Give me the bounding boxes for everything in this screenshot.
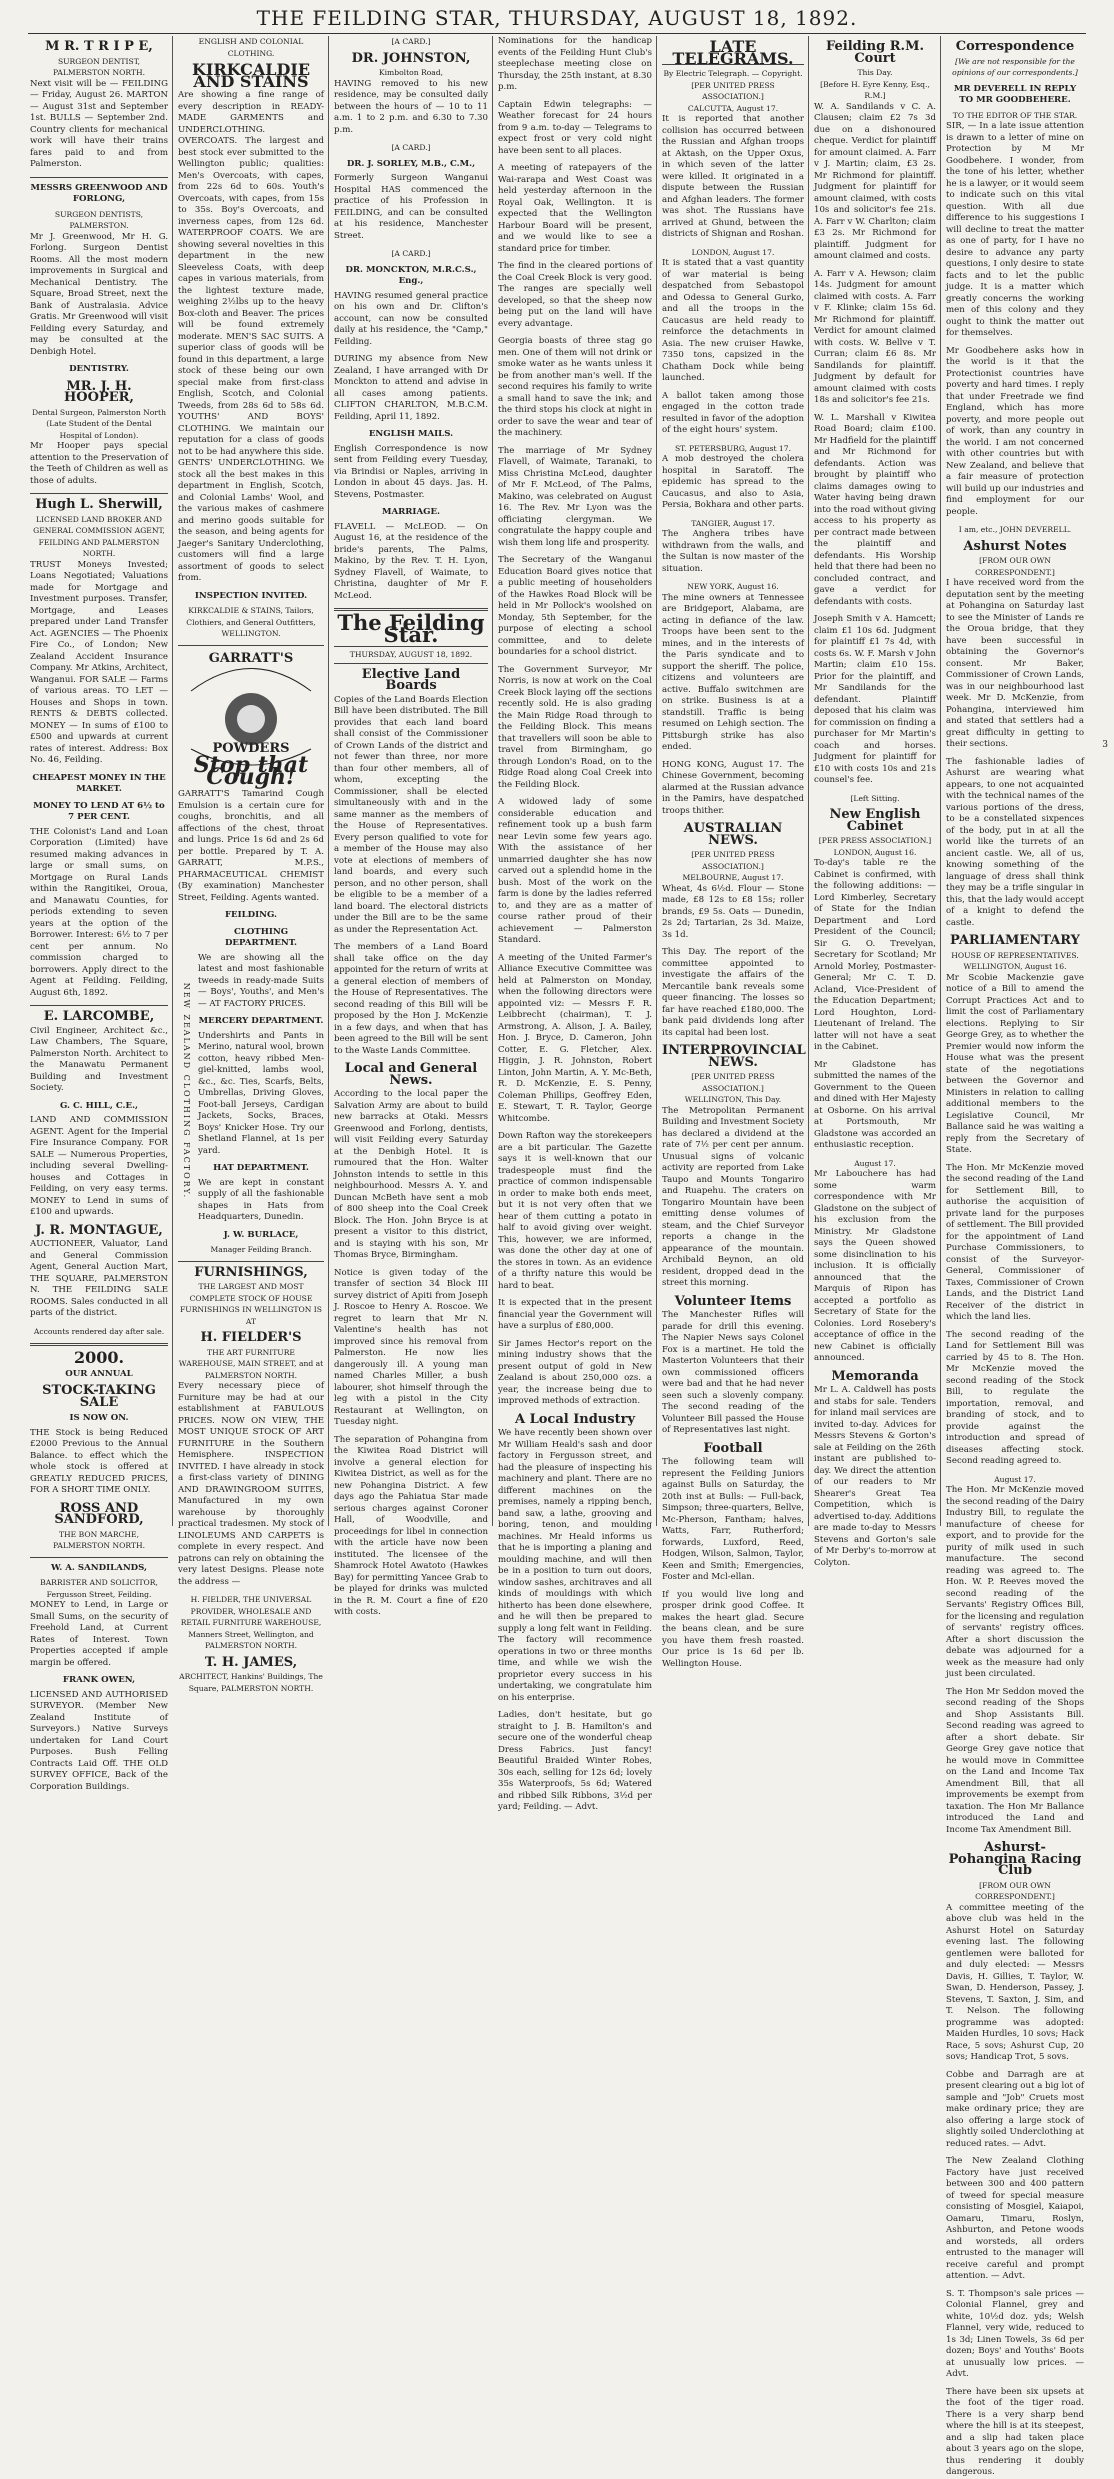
sherwill-body: TRUST Moneys Invested; Loans Negotiated; Valuations made for Mortgage and Investment purposes. Transfer, Mortgage, and Leases prepared under Land Transfer Act. AGENCIES — The Phoenix Fire Co., of London; New Zealand Accident Insurance Company. Mr Atkins, Architect, Wanganui. FOR SALE — Farms of various areas. TO LET — Houses and Shops in town. RENTS & DEBTS collected. MONEY — In sums of £100 to £500 and upwards at current rates of interest. Address: Box No. 46, Feilding.: [30, 559, 168, 765]
fielder-subheading: THE ART FURNITURE WAREHOUSE, MAIN STREET, and at PALMERSTON NORTH.: [178, 1347, 324, 1380]
cabinet-body-2: Mr Gladstone has submitted the names of the Government to the Queen and dined with Her Majesty at Osborne. On his arrival at Portsmouth, Mr Gladstone was accorded an enthusiastic reception.: [814, 1059, 936, 1150]
column-4: [498, 36, 652, 1812]
local-body-3: The separation of Pohangina from the Kiwitea Road District will involve a general election for Kiwitea District, as well as for the new Pohangina District. A few days ago the Pahiatua Star made serious charges against Coroner Hall, of Woodville, and proceedings for libel in connection with the article have now been instituted. The licensee of the Shamrock Hotel Awatoto (Hawkes Bay) for permitting Yancee Grab to be played for drinks was mulcted in the R. M. Court a fine of £20 with costs.: [334, 1434, 488, 1617]
left-sitting: [Left Sitting.: [850, 793, 900, 803]
local-news-heading: Local and General News.: [344, 1061, 478, 1088]
thompson-para: S. T. Thompson's sale prices — Colonial Flannel, grey and white, 10½d doz. yds; Welsh Flannel, very wide, reduced to 1s 3d; Linen Towels, 3s 6d per dozen; Boys' and Youths' Boots at unusually low prices. — Advt.: [946, 2288, 1084, 2379]
correspondence-signature: I am, etc., JOHN DEVERELL.: [958, 525, 1072, 534]
correspondence-body: SIR, — In a late issue attention is drawn to a letter of mine on Protection by M Mr Goodbehere. I wonder, from the tone of his letter, whether he is a lawyer, or it would seem to indicate such on this vital question. With all due difference to his suggestions I will decline to treat the matter as one of party, for I have no desire to advance any party questions, I only desire to state facts and to let the public judge. It is a matter which greatly concerns the working men of this colony and they ought to think the matter out for themselves.: [946, 121, 1084, 338]
newyork-dateline: NEW YORK, August 16.: [687, 582, 779, 591]
correspondence-note: [We are not responsible for the opinions of our correspondents.]: [952, 56, 1078, 77]
nameplate: The Feilding Star.: [337, 610, 485, 647]
fielder-footer: H. FIELDER, THE UNIVERSAL PROVIDER, WHOLESALE AND RETAIL FURNITURE WAREHOUSE, Manners Street, Wellington, and PALMERSTON NORTH.: [180, 1595, 322, 1650]
interprovincial-heading: INTERPROVINCIAL NEWS.: [662, 1043, 806, 1070]
calcutta-dateline: CALCUTTA, August 17.: [687, 103, 779, 113]
furnishings-heading: FURNISHINGS,: [194, 1264, 308, 1280]
montague-heading: J. R. MONTAGUE,: [35, 1222, 163, 1238]
court-before: [Before H. Eyre Kenny, Esq., R.M.]: [820, 79, 930, 100]
now-on-heading: IS NOW ON.: [69, 1413, 129, 1423]
court-body-3: W. L. Marshall v Kiwitea Road Board; claim £100. Mr Hadfield for the plaintiff and Mr Richmond for defendants. Action was brought by plaintiff who claims damages owing to Water having being drawn into the road without giving access to his property as per contract made between the plaintiff and defendants. His Worship held that there had been no concluded contract, and gave a verdict for defendants with costs.: [814, 412, 936, 607]
parliamentary-subheading: HOUSE OF REPRESENTATIVES.: [951, 950, 1079, 960]
elective-body-2: The members of a Land Board shall take office on the day appointed for the return of writs at a general election of members of the House of Representatives. The second reading of this Bill will be proposed by the Hon J. McKenzie in a few days, and when that has been agreed to the Bill will be sent to the Waste Lands Committee.: [334, 942, 488, 1056]
sandilands-body: MONEY to Lend, in Large or Small Sums, on the security of Freehold Land, at Current Rates of Interest. Town Properties accepted if ample margin be offered.: [30, 1600, 168, 1668]
melbourne-dateline: MELBOURNE, August 17.: [682, 873, 784, 882]
stock-body: THE Stock is being Reduced £2000 Previous to the Annual Balance. to effect which the whole stock is offered at GREATLY REDUCED PRICES, FOR A SHORT TIME ONLY.: [30, 1427, 168, 1495]
labouchere-body: Mr Labouchere has had some warm correspondence with Mr Gladstone on the subject of his exclusion from the Ministry. Mr Gladstone says the Queen showed some disinclination to his inclusion. It is officially announced that the Marquis of Ripon has accepted a portfolio as Secretary of State for the Colonies. Lord Rosebery's acceptance of office in the new Cabinet is officially announced.: [814, 1169, 936, 1363]
volunteer-body: The Manchester Rifles will parade for drill this evening. The Napier News says Colonel Fox is a martinet. He told the Masterton Volunteers that their own commissioned officers were bad and that he had never seen such a slovenly company. The second reading of the Volunteer Bill passed the House of Representatives last night.: [662, 1310, 804, 1435]
marriage-body: FLAVELL — McLEOD. — On August 16, at the residence of the bride's parents, The Palms, Makino, by the Rev. T. H. Lyon, Sydney Flavell, of Waimate, to Christina, daughter of Mr F. McLeod.: [334, 521, 488, 601]
woollen-para: The New Zealand Clothing Factory have just received between 300 and 400 pattern of tweed for special measure consisting of Mosgiel, Kaiapoi, Oamaru, Timaru, Roslyn, Ashburton, and Petone woods and worsteds, all orders entrusted to the manager will receive careful and prompt attention. — Advt.: [946, 2156, 1084, 2281]
column-6: [814, 36, 936, 1568]
wellington-body: The Metropolitan Permanent Building and Investment Society has declared a dividend at the rate of 7½ per cent per annum. Unusual signs of volcanic activity are reported from Lake Taupo and Mounts Tongariro and Ruapehu. The craters on Tongariro Mountain have been emitting dense volumes of steam, and the Chief Surveyor reports a change in the appearance of the mountain. Archibald Beynon, an old resident, dropped dead in the street this morning.: [662, 1105, 804, 1288]
coffee-para: If you would live long and prosper drink good Coffee. It makes the heart glad. Secure the beans clean, and be sure you have them fresh roasted. Our price is 1s 6d per lb. Wellington House.: [662, 1589, 804, 1669]
clothing-dept-body: We are showing all the latest and most fashionable tweeds in ready-made Suits — Boys', Youths', and Men's — AT FACTORY PRICES.: [198, 952, 324, 1009]
hat-dept-heading: HAT DEPARTMENT.: [213, 1163, 309, 1173]
court-heading: Feilding R.M. Court: [825, 39, 924, 66]
burlace-heading: J. W. BURLACE,: [223, 1229, 299, 1240]
memoranda-body: Mr L. A. Caldwell has posts and stabs for sale. Tenders for inland mail services are invited to-day. Advices for Messrs Stevens & Gorton's sale at Feilding on the 26th instant are published to-day. We direct the attention of our readers to Mr Shearer's Great Tea Competition, which is advertised to-day. Additions are made to-day to Messrs Stevens and Gorton's sale of Mr Derby's to-morrow at Colyton.: [814, 1385, 936, 1568]
cabinet-dateline: LONDON, August 16.: [833, 847, 917, 857]
johnston-subheading: Kimbolton Road,: [378, 68, 444, 77]
greenwood-heading: MESSRS GREENWOOD AND FORLONG,: [30, 182, 168, 204]
ashurst-body: I have received word from the deputation sent by the meeting at Pohangina on Saturday last to see the Minister of Lands re the Oroua bridge, that they have been successful in obtaining the Governor's consent. Mr Baker, Commissioner of Crown Lands, was in our neighbourhood last week. Mr D. McKenzie, from Pohangina, interviewed him and stated that settlers had a great difficulty in getting to their sections.: [946, 578, 1084, 749]
manawatu-para: The Government Surveyor, Mr Norris, is now at work on the Coal Creek Block laying off the sections recently sold. He is also grading the Main Ridge Road through to the Feilding Block. This means that travellers will soon be able to travel from Birmingham, go through London's Road, on to the Ridge Road along Coal Creek into the Feilding Block.: [498, 664, 652, 790]
london-dateline: LONDON, August 17.: [691, 247, 775, 257]
alliance-para: A meeting of the United Farmer's Alliance Executive Committee was held at Palmerston on Monday, when the following directors were appointed viz: — Messrs F. R. Leibbrecht (chairman), T. J. Armstrong, A. Alison, J. A. Bailey, Hon. J. Bryce, D. Cameron, John Cotter, E. G. Fletcher, Alex. Higgin, J. R. Johnston, Robert Linton, John Martin, A. Y. Mc-Beth, R. D. McKenzie, E. S. Penny, Coleman Phillips, Geoffrey Eden, E. Stewart, T. R. Taylor, George Whitcombe.: [498, 952, 652, 1124]
garratt-body: GARRATT'S Tamarind Cough Emulsion is a certain cure for coughs, bronchitis, and all affections of the chest, throat and lungs. Price 1s 6d and 2s 6d per bottle. Prepared by T. A. GARRATT, M.P.S., PHARMACEUTICAL CHEMIST (By examination) Manchester Street, Feilding. Agents wanted.: [178, 789, 324, 903]
sandilands-heading: W. A. SANDILANDS,: [50, 1562, 148, 1573]
telegraph-byline: By Electric Telegraph. — Copyright. [PER UNITED PRESS ASSOCIATION.]: [663, 69, 803, 101]
cabinet-body: To-day's table re the Cabinet is confirmed, with the following additions: — Lord Kimberley, Secretary of State for the Indian Department and Lord President of the Council; Sir G. O. Trevelyan, Secretary for Scotland; Mr Arnold Morley, Postmaster-General; Mr C. T. D. Acland, Vice-President of the Education Department; Lord Houghton, Lord-Lieutenant of Ireland. The latter will not have a seat in the Cabinet.: [814, 858, 936, 1052]
hill-heading: G. C. HILL, C.E.,: [59, 1100, 139, 1111]
fielder-heading: H. FIELDER'S: [200, 1330, 302, 1345]
mining-para: Sir James Hector's report on the mining industry shows that the present output of gold in New Zealand is about 250,000 ozs. a year, the increase being due to improved methods of extraction.: [498, 1338, 652, 1406]
monckton-body: HAVING resumed general practice on his own and Dr. Clifton's account, can now be consulted daily at his residence, the "Camp," Feilding.: [334, 290, 488, 347]
masthead-rule: [28, 33, 1086, 34]
aug17-dateline: August 17.: [854, 1158, 896, 1168]
nominations-para: Nominations for the handicap events of the Feilding Hunt Club's steeplechase meeting close on Thursday, the 25th instant, at 8.30 p.m.: [498, 36, 652, 92]
tripe-body: Next visit will be — FEILDING — Friday, August 26. MARTON — August 31st and September 1st. BULLS — September 2nd. Country clients for mechanical work will have their trains fares paid to and from Palmerston.: [30, 78, 168, 169]
parliamentary-body-5: The Hon Mr Seddon moved the second reading of the Shops and Shop Assistants Bill. Second reading was agreed to after a short debate. Sir George Grey gave notice that he would move in Committee on the Land and Income Tax Amendment Bill, that all improvements be exempt from taxation. The Hon Mr Ballance introduced the Land and Income Tax Amendment Bill.: [946, 1686, 1084, 1835]
inspection-heading: INSPECTION INVITED.: [194, 590, 308, 601]
industry-body: We have recently been shown over Mr William Heald's sash and door factory in Fergusson street, and had the pleasure of inspecting his machinery and plant. There are no different machines on the premises, namely a ripping bench, band saw, a lathe, grooving and boring, tenon, and moulding machines. Mr Heald informs us that he is importing a planing and moulding machine, and will then be in a position to turn out doors, window sashes, architraves and all kinds of mouldings with which hitherto has been done elsewhere, and he will then be prepared to supply a long felt want in Feilding. The factory will recommence operations in two or three months time, and while we wish the proprietor every success in his undertaking, we congratulate him on his enterprise.: [498, 1428, 652, 1703]
clothing-factory-vertical: NEW ZEALAND CLOTHING FACTORY.: [181, 982, 191, 1200]
petersburg-body: A mob destroyed the cholera hospital in Saratoff. The epidemic has spread to the Caucasus, and also to Asia, Persia, Bokhara and other parts.: [662, 454, 804, 510]
burlace-subheading: Manager Feilding Branch.: [210, 1245, 312, 1254]
kirkcaldie-heading: KIRKCALDIE AND STAINS: [191, 60, 311, 91]
hooper-body: Mr Hooper pays special attention to the Preservation of the Teeth of Children as well as those of adults.: [30, 441, 168, 486]
ross-heading: ROSS AND SANDFORD,: [54, 1500, 144, 1527]
court-body: W. A. Sandilands v C. A. Clausen; claim £2 7s 3d due on a dishonoured cheque. Verdict for plaintiff for amount claimed. A. Farr v J. Martin; claim, £3 2s. Mr Richmond for plaintiff. Judgment for plaintiff for amount claimed, with costs 10s and solicitor's fee 21s. A. Farr v W. Charlton; claim £3 2s. Mr Richmond for plaintiff. Judgment for amount claimed and costs.: [814, 101, 936, 261]
money-to-lend-heading: MONEY TO LEND AT 6½ to 7 PER CENT.: [33, 800, 165, 822]
cabinet-byline: [PER PRESS ASSOCIATION.]: [818, 836, 932, 845]
dentistry-heading: DENTISTRY.: [69, 364, 129, 374]
year-heading: 2000.: [73, 1348, 125, 1367]
parliamentary-heading: PARLIAMENTARY: [950, 933, 1080, 948]
column-2: [178, 36, 324, 1693]
correspondence-title: MR DEVERELL IN REPLY TO MR GOODBEHERE.: [953, 83, 1077, 105]
cabinet-heading: New English Cabinet: [829, 807, 921, 834]
sandilands-subheading: BARRISTER AND SOLICITOR, Fergusson Street, Feilding.: [40, 1578, 158, 1599]
owen-body: LICENSED AND AUTHORISED SURVEYOR. (Member New Zealand Institute of Surveyors.) Native Surveys undertaken for Land Court Purposes. Bush Felling Contracts Laid Off. THE OLD SURVEY OFFICE, Back of the Corporation Buildings.: [30, 1689, 168, 1792]
volunteer-heading: Volunteer Items: [674, 1293, 792, 1309]
larcombe-heading: E. LARCOMBE,: [43, 1009, 155, 1024]
tripe-subheading: SURGEON DENTIST, PALMERSTON NORTH.: [52, 56, 146, 77]
local-body: According to the local paper the Salvation Army are about to build new barracks at Otaki. Messrs Greenwood and Forlong, dentists, will visit Feilding every Saturday at the Denbigh Hotel. It is rumoured that the Hon. Walter Johnston intends to settle in this neighbourhood. Messrs A. Y. and Duncan McBeth have sent a mob of 800 sheep into the Coal Creek Block. The Hon. John Bryce is at present a visitor to this district, and is staying with his son, Mr Thomas Bryce, Birmingham.: [334, 1089, 488, 1260]
montague-body: AUCTIONEER, Valuator, Land and General Commission Agent, General Auction Mart, THE SQUARE, PALMERSTON N. THE FEILDING SALE ROOMS. Sales conducted in all parts of the district.: [30, 1239, 168, 1318]
racing-byline: [FROM OUR OWN CORRESPONDENT.]: [975, 1880, 1055, 1901]
late-telegrams-heading: LATE TELEGRAMS.: [662, 41, 804, 65]
bonmarche-subheading: THE BON MARCHE, PALMERSTON NORTH.: [52, 1529, 146, 1550]
masthead: THE FEILDING STAR, THURSDAY, AUGUST 18, 1892.: [256, 6, 858, 30]
rafton-para: Down Rafton way the storekeepers are a bit particular. The Gazette says it is well-known that our tradespeople must find the practice of common indispensable in order to make both ends meet, but it is not very often that we hear of them cutting a potato in half to avoid giving over weight. This, however, we are informed, was done the other day at one of the stores in town. As an evidence of a thrifty nature this would be hard to beat.: [498, 1131, 652, 1291]
surplus-para: It is expected that in the present financial year the Government will have a surplus of £80,000.: [498, 1298, 652, 1331]
sydney-body: This Day. The report of the committee appointed to investigate the affairs of the Mercantile bank reveals some queer financing. The losses so far have reached £180,000. The bank paid dividends long after its capital had been lost.: [662, 947, 804, 1038]
james-heading: T. H. JAMES,: [204, 1654, 298, 1670]
sherwill-subheading: LICENSED LAND BROKER AND GENERAL COMMISSION AGENT, FEILDING AND PALMERSTON NORTH.: [33, 514, 165, 558]
tangier-dateline: TANGIER, August 17.: [691, 518, 775, 528]
parliamentary-body-2: The Hon. Mr McKenzie moved the second reading of the Land for Settlement Bill, to authorise the acquisition of private land for the purposes of settlement. The Bill provided for the appointment of Land Purchase Commissioners, to consist of the Surveyor-General, Commissioner of Taxes, Commissioner of Crown Lands, and the District Land Receiver of the district in which the land lies.: [946, 1162, 1084, 1322]
elective-heading: Elective Land Boards: [361, 666, 461, 693]
hongkong-body: HONG KONG, August 17. The Chinese Government, becoming alarmed at the Russian advance in the Pamirs, have despatched troops thither.: [662, 759, 804, 816]
parliamentary-body-4: The Hon. Mr McKenzie moved the second reading of the Dairy Industry Bill, to regulate the manufacture of cheese for export, and to provide for the purity of milk used in such manufacture. The second reading was agreed to. The Hon. W. P. Reeves moved the second reading of the Servants' Registry Offices Bill, for the licensing and regulation of servants' registry offices. After a short discussion the debate was adjourned for a week as the measure had only just been circulated.: [946, 1485, 1085, 1679]
cheapest-money-heading: CHEAPEST MONEY IN THE MARKET.: [32, 772, 166, 794]
local-body-2: Notice is given today of the transfer of section 34 Block III survey district of Apiti from Joseph J. Roscoe to Henry A. Roscoe. We regret to learn that Mr N. Valentine's health has not improved since his removal from Palmerston. He now lies dangerously ill. A young man named Charles Miller, a bush labourer, shot himself through the leg with a pistol in the City Restaurant at Wellington, on Tuesday night.: [334, 1267, 488, 1427]
card-label-2: [A CARD.]: [391, 143, 431, 152]
stop-cough-heading: Stop that Cough!: [193, 752, 309, 790]
tangier-body: The Anghera tribes have withdrawn from the walls, and the Sultan is now master of the situation.: [662, 529, 804, 574]
hat-dept-body: We are kept in constant supply of all the fashionable shapes in Hats from Headquarters, Dunedin.: [198, 1177, 324, 1222]
calcutta-body: It is reported that another collision has occurred between the Russian and Afghan troops at Aktash, on the Upper Oxus, in which seven of the latter were killed. It originated in a dispute between the Russian and Afghan leaders. The former was shot. The Russians have arrived at Ghund, between the districts of Shignan and Roshan.: [662, 114, 804, 239]
tripe-heading: M R. T R I P E,: [45, 39, 153, 54]
london-body: It is stated that a vast quantity of war material is being despatched from Sebastopol and Odessa to General Gurko, and all the troops in the Caucasus are held ready to reinforce the detachments in Asia. The new cruiser Hawke, 7350 tons, capsized in the Chatham Dock while being launched.: [662, 258, 804, 383]
marriage-para: The marriage of Mr Sydney Flavell, of Waimate, Taranaki, to Miss Christina McLeod, daughter of Mr F. McLeod, of The Palms, Makino, was celebrated on August 16. The Rev. Mr Lyon was the officiating clergyman. We congratulate the happy couple and wish them long life and prosperity.: [498, 445, 652, 548]
column-3: [334, 36, 488, 1617]
garratts-heading: GARRATT'S: [208, 651, 294, 666]
newyork-body: The mine owners at Tennessee are Bridgeport, Alabama, are acting in defiance of the law. Troops have been sent to the mines, and in the interests of the Paris syndicate and to support the sheriff. The police, citizens and volunteers are active. Buffalo switchmen are on strike. Business is at a standstill. Traffic is being resumed on Lehigh section. The Pittsburgh strike has also ended.: [662, 592, 804, 752]
racing-body: A committee meeting of the above club was held in the Ashurst Hotel on Saturday evening last. The following gentlemen were balloted for and duly elected: — Messrs Davis, H. Gillies, T. Taylor, W. Swan, D. Henderson, Passey, J. Stevens, T. Saxton, J. Sim, and T. Nelson. The following programme was adopted: Maiden Hurdles, 10 sovs; Hack Race, 5 sovs; Ashurst Cup, 20 sovs; Handicap Trot, 5 sovs.: [946, 1902, 1084, 2062]
monckton-heading: DR. MONCKTON, M.R.C.S., Eng.,: [345, 264, 477, 286]
annual-heading: OUR ANNUAL: [65, 1368, 133, 1379]
melbourne-body: Wheat, 4s 6½d. Flour — Stone made, £8 12s to £8 15s; roller brands, £9 5s. Oats — Dunedin, 2s 2d; Tartarian, 2s 3d. Maize, 3s 1d.: [662, 883, 804, 940]
correspondence-body-2: Mr Goodbehere asks how in the world is it that the Protectionist countries have poverty and hard times. I reply that under Freetrade we find England, which has more poverty, and more people out of work, than any country in the world. I am not concerned with other countries but with New Zealand, and believe that a fair measure of protection will build up our industries and find employment for our people.: [946, 345, 1084, 517]
hooper-subheading: Dental Surgeon, Palmerston North (Late Student of the Dental Hospital of London).: [32, 407, 166, 440]
mercery-body: Undershirts and Pants in Merino, natural wool, brown cotton, heavy ribbed Men-giel-knitted, lambs wool, &c., &c. Ties, Scarfs, Belts, Umbrellas, Driving Gloves, Foot-ball Jerseys, Cardigan Jackets, Socks, Braces, Boys' Knicker Hose. Try our Shetland Flannel, at 1s per yard.: [198, 1030, 324, 1156]
mails-body: English Correspondence is now sent from Feilding every Tuesday, via Brindisi or Naples, arriving in London in about 45 days. Jas. H. Stevens, Postmaster.: [334, 443, 488, 500]
wellington-dateline: WELLINGTON, This Day.: [684, 1095, 782, 1104]
tea-para: There have been six upsets at the foot of the tiger road. There is a very sharp bend where the hill is at its steepest, and a slip had taken place about 3 years ago on the slope, thus rendering it doubly dangerous.: [946, 2386, 1084, 2477]
colonial-body: THE Colonist's Land and Loan Corporation (Limited) have resumed making advances in large or small sums, on Mortgage on Rural Lands within the Rangitikei, Oroua, and Manawatu Counties, for periods extending to seven years at the option of the Borrower. Interest: 6½ to 7 per cent per annum. No commission charged to borrowers. Apply direct to the Agent at Feilding. Feilding, August 6th, 1892.: [30, 826, 168, 998]
australian-byline: [PER UNITED PRESS ASSOCIATION.]: [691, 850, 775, 871]
column-1: [30, 36, 168, 1792]
kirkcaldie-address: KIRKCALDIE & STAINS, Tailors, Clothiers, and General Outfitters, WELLINGTON.: [186, 606, 316, 638]
georgia-para: Georgia boasts of three stag go men. One of them will not drink or smoke water as he wants unless it be from another man's well. If the second requires his family to write a small hand to save the ink; and the third stops his clock at night in order to save the wear and tear of the machinery.: [498, 336, 652, 438]
government-para: The Secretary of the Wanganui Education Board gives notice that a public meeting of householders of the Hawkes Road Block will be held in Mr Pollock's woolshed on Monday, 5th September, for the purpose of electing a school committee, and to delete boundaries for a school district.: [498, 555, 652, 657]
parliamentary-aug17: August 17.: [994, 1474, 1036, 1484]
hooper-heading: MR. J. H. HOOPER,: [64, 378, 134, 405]
english-colonial-heading: ENGLISH AND COLONIAL CLOTHING.: [198, 37, 304, 58]
owen-heading: FRANK OWEN,: [62, 1675, 136, 1685]
cobbe-para: Cobbe and Darragh are at present clearing out a big lot of sample and "Job" Cruets most make ordinary price; they are also offering a large stock of slightly soiled Underclothing at reduced rates. — Advt.: [946, 2069, 1084, 2149]
australian-news-heading: AUSTRALIAN NEWS.: [683, 821, 783, 848]
column-5: [662, 36, 806, 1669]
clothing-factory-ad: [178, 927, 324, 1256]
stocktaking-heading: STOCK-TAKING SALE: [42, 1383, 156, 1410]
coal-creek-para: The find in the cleared portions of the Coal Creek Block is very good. The ranges are specially well developed, so that the sheep now being put on the land will have every advantage.: [498, 261, 652, 329]
industry-heading: A Local Industry: [514, 1411, 636, 1427]
correspondence-to: TO THE EDITOR OF THE STAR.: [952, 110, 1078, 120]
memoranda-heading: Memoranda: [831, 1368, 919, 1384]
powders-heading: POWDERS: [212, 740, 290, 756]
ladies-para: Ladies, don't hesitate, but go straight to J. B. Hamilton's and secure one of the wonderful cheap Dress Fabrics. Just fancy! Beautiful Braided Winter Robes, 30s each, selling for 12s 6d; lovely 35s Waterproofs, 5s 6d; Watered and ribbed Silk Ribbons, 3½d per yard; Feilding. — Advt.: [498, 1710, 652, 1812]
widow-para: A widowed lady of some considerable education and refinement took up a bush farm near Levin some few years ago. With the assistance of her unmarried daughter she has now carved out a splendid home in the bush. Most of the work on the farm is done by the ladies referred to, and they are as a matter of course rather proud of their achievement — Palmerston Standard.: [498, 797, 652, 945]
parliamentary-body: Mr Scobie Mackenzie gave notice of a Bill to amend the Corrupt Practices Act and to limit the cost of Parliamentary elections. Replying to Sir George Grey, as to whether the Premier would now inform the House what was the present state of the negotiations between the Governor and Ministers in relation to calling additional members to the Legislative Council, Mr Ballance said he was waiting a reply from the Secretary of State.: [946, 972, 1084, 1155]
parliamentary-body-3: The second reading of the Land for Settlement Bill was carried by 45 to 8. The Hon. Mr McKenzie moved the second reading of the Stock Bill, to regulate the importation, removal, and branding of stock, and to provide against the introduction and spread of diseases affecting stock. Second reading agreed to.: [946, 1329, 1084, 1466]
petersburg-dateline: ST. PETERSBURG, August 17.: [674, 443, 792, 453]
james-subheading: ARCHITECT, Hankins' Buildings, The Square, PALMERSTON NORTH.: [179, 1672, 323, 1693]
sorley-body: Formerly Surgeon Wanganui Hospital HAS commenced the practice of his Profession in FEILDING, and can be consulted at his residence, Manchester Street.: [334, 173, 488, 241]
accounts-note: Accounts rendered day after sale.: [33, 1326, 165, 1336]
ashurst-heading: Ashurst Notes: [963, 538, 1067, 554]
monckton-body-2: DURING my absence from New Zealand, I have arranged with Dr Monckton to attend and advise in all cases among patients. CLIFTON CHARLTON, M.B.C.M. Feilding, April 11, 1892.: [334, 354, 488, 422]
clothing-dept-heading: CLOTHING DEPARTMENT.: [224, 926, 298, 948]
court-body-4: Joseph Smith v A. Hamcett; claim £1 10s 6d. Judgment for plaintiff £1 7s 4d, with costs 6s. W. F. Marsh v John Martin; claim £10 15s. Prior for the plaintiff, and Mr Sandilands for the defendant. Plaintiff deposed that his claim was for commission on finding a purchaser for Mr Martin's coach and horses. Judgment for plaintiff for £10 with costs 10s and 21s counsel's fee.: [814, 614, 936, 785]
fielder-intro: THE LARGEST AND MOST COMPLETE STOCK OF HOUSE FURNISHINGS IN WELLINGTON IS AT: [180, 1282, 322, 1326]
sorley-heading: DR. J. SORLEY, M.B., C.M.,: [346, 158, 476, 169]
sherwill-heading: Hugh L. Sherwill,: [35, 497, 163, 512]
marriage-heading: MARRIAGE.: [381, 507, 441, 517]
football-heading: Football: [703, 1440, 763, 1456]
edwin-para: Captain Edwin telegraphs: — Weather forecast for 24 hours from 9 a.m. to-day — Telegrams to expect frost or very cold night have been sent to all places.: [498, 99, 652, 156]
wellington-para: A meeting of ratepayers of the Wai-rarapa and West Coast was held yesterday afternoon in the Royal Oak, Wellington. It is expected that the Wellington Harbour Board will be present, and we would like to see a standard price for timber.: [498, 163, 652, 254]
johnston-heading: DR. JOHNSTON,: [351, 50, 471, 66]
ashurst-byline: [FROM OUR OWN CORRESPONDENT.]: [975, 556, 1055, 577]
ashurst-body-2: The fashionable ladies of Ashurst are wearing what appears, to one not acquainted with the technical names of the various portions of the dress, to be a constellated sixpences of the body, put in at all the world like the turrets of an ancient castle. We, all of us, knowing something of the language of dress shall think they may be a trifle singular in this, that the lady would accept of a knight to defend the castle.: [946, 756, 1084, 928]
greenwood-subheading: SURGEON DENTISTS, PALMERSTON.: [54, 209, 144, 230]
page-number: 3: [1102, 740, 1108, 750]
dateline: THURSDAY, AUGUST 18, 1892.: [334, 646, 488, 664]
elective-body: Copies of the Land Boards Election Bill have been distributed. The Bill provides that each land board shall consist of the Commissioner of Crown Lands of the district and not fewer than three, nor more than four other members, all of whom, excepting the Commissioner, shall be elected simultaneously with and in the same manner as the members of the House of Representatives. Every person qualified to vote for a member of the House may also vote at elections of members of land boards, and every such person, and no other person, shall be eligible to be a member of a land board. The electoral districts under the Bill are to be the same as under the Representation Act.: [334, 694, 488, 935]
card-label-3: [A CARD.]: [391, 249, 431, 258]
interprovincial-byline: [PER UNITED PRESS ASSOCIATION.]: [691, 1072, 775, 1093]
feilding-heading: FEILDING.: [224, 910, 278, 920]
ballot-body: A ballot taken among those engaged in the cotton trade resulted in favor of the adoption of the eight hours' system.: [662, 390, 804, 435]
fielder-body: Every necessary piece of Furniture may be had at our establishment at FABULOUS PRICES. NOW ON VIEW, THE MOST UNIQUE STOCK OF ART FURNITURE in the Southern Hemisphere. INSPECTION INVITED. I have already in stock a first-class variety of DINING AND DRAWINGROOM SUITES, Manufactured in my own warehouse by thoroughly practical tradesmen. My stock of LINOLEUMS AND CARPETS is complete in every respect. And patrons can rely on obtaining the very latest Designs. Please note the address —: [178, 1381, 324, 1587]
correspondence-heading: Correspondence: [955, 39, 1075, 54]
mails-heading: ENGLISH MAILS.: [368, 429, 454, 439]
racing-heading: Ashurst-Pohangina Racing Club: [948, 1840, 1082, 1878]
court-this-day: This Day.: [857, 68, 893, 77]
column-7: [946, 36, 1085, 2477]
greenwood-body: Mr J. Greenwood, Mr H. G. Forlong. Surgeon Dentist Rooms. All the most modern improvements in Surgical and Mechanical Dentistry. The Square, Broad Street, next the Bank of Australasia. Advice Gratis. Mr Greenwood will visit Feilding every Saturday, and may be consulted at the Denbigh Hotel.: [30, 231, 168, 357]
parliamentary-dateline: WELLINGTON, August 16.: [963, 962, 1067, 971]
card-label-1: [A CARD.]: [391, 37, 431, 46]
court-body-2: A. Farr v A. Hewson; claim 14s. Judgment for amount claimed with costs. A. Farr v F. Klinke; claim 15s 6d. Mr Richmond for plaintiff. Verdict for amount claimed with costs. W. Bellve v T. Curran; claim £6 8s. Mr Sandilands for plaintiff. Judgment by default for amount claimed with costs 18s and solicitor's fee 21s.: [814, 268, 936, 405]
football-body: The following team will represent the Feilding Juniors against Bulls on Saturday, the 20th inst at Bulls: — Full-back, Simpson; three-quarters, Bellve, Mc-Pherson, Fantham; halves, Watts, Farr, Rutherford; forwards, Luxford, Reed, Hodgen, Wilson, Salmon, Taylor, Keen and Smith; Emergencies, Foster and Mcl-ellan.: [662, 1457, 804, 1582]
larcombe-body: Civil Engineer, Architect &c., Law Chambers, The Square, Palmerston North. Architect to the Manawatu Permanent Building and Investment Society.: [30, 1025, 168, 1093]
johnston-body: HAVING removed to his new residence, may be consulted daily between the hours of — 10 to 11 a.m. 1 to 2 p.m. and 6.30 to 7.30 p.m.: [334, 78, 488, 135]
kirkcaldie-body: Are showing a fine range of every description in READY-MADE GARMENTS and UNDERCLOTHING. OVERCOATS. The largest and best stock ever submitted to the Wellington public; qualities: Men's Overcoats, with capes, from 22s 6d to 60s. Youth's Overcoats, with capes, from 15s to 35s. Boy's Overcoats, and inverness capes, from 12s 6d. WATERPROOF COATS. We are showing several novelties in this department in the new Sleeveless Coats, with deep capes in various materials, from the lightest texture made, weighing 2½lbs up to the heavy Box-cloth and Beaver. The prices will be found extremely moderate. MEN'S SAC SUITS. A superior class of goods will be found in this department, a large stock of these being our own special make from first-class English, Scotch, and Colonial Tweeds, from 28s 6d to 58s 6d. YOUTHS' AND BOYS' CLOTHING. We maintain our reputation for a class of goods not to be had anywhere this side. GENTS' UNDERCLOTHING. We stock all the best makes in this department in English, Scotch, and Colonial Lambs' Wool, and the various makes of cashmere and merino goods suitable for the season, and being agents for Jaeger's Sanitary Underclothing, customers will find a large assortment of goods to select from.: [178, 90, 324, 583]
hill-body: LAND AND COMMISSION AGENT. Agent for the Imperial Fire Insurance Company. FOR SALE — Numerous Properties, including several Dwelling-houses and Cottages in Feilding, on very easy terms. MONEY to Lend in sums of £100 and upwards.: [30, 1115, 168, 1217]
mercery-heading: MERCERY DEPARTMENT.: [198, 1016, 324, 1026]
